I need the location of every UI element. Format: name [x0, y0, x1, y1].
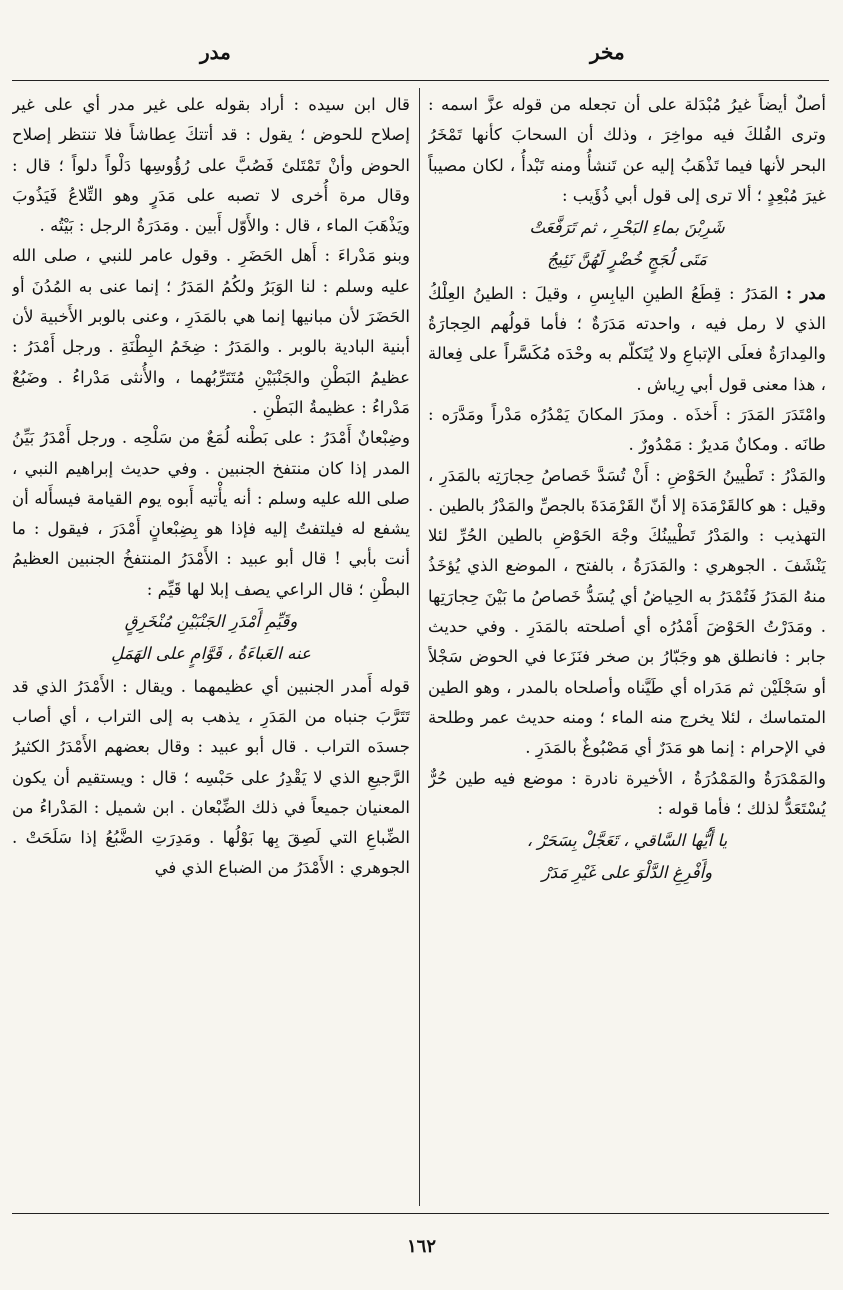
verse-line: يا أَيُّها السَّاقي ، تَعَجَّلْ بِسَحَرْ ،: [526, 831, 728, 851]
paragraph: وامْتَدَرَ المَدَرَ : أَخذَه . ومدَرَ المكانَ يَمْدُرُه مَدْراً ومَدَّرَه : طانَه . ومكانٌ مَديرٌ : مَمْدُورٌ .: [428, 404, 826, 455]
paragraph: أصلٌ أيضاً غيرُ مُبْدَلة على أن تجعله من قوله عزَّ اسمه : وترى الفُلكَ فيه مواخِرَ ، وذلك أن السحابَ كأنها تَمْخَرُ البحر لأنها فيما تَذْهَبُ إليه عن تَنشأُ ومنه تَبْدأُ ، لكان مصيباً غيرَ مُبْعِدٍ ؛ ألا ترى إلى قول أبي ذُؤَيب :: [428, 95, 826, 205]
verse-line: مَتَى لُجَجٍ خُضْرٍ لَهُنَّ نَئِيجُ: [547, 250, 707, 270]
paragraph: قوله أَمدر الجنبين أي عظيمهما . ويقال : الأَمْدَرُ الذي قد تَتَرَّبَ جنباه من المَدَرِ ، يذهب به إلى التراب ، أي أصاب جسدَه التراب . قال أبو عبيد : وقال بعضهم الأَمْدَرُ الكثيرُ الرَّجيعِ الذي لا يَقْدِرُ على حَبْسِه ؛ قال : ويستقيم أن يكون المعنيان جميعاً في ذلك الضِّبْعان . ابن شميل : المَدْراءُ من الضِّباعِ التي لَصِقَ بِها بَوْلُها . ومَدِرَتِ الضَّبُعُ إذا سَلَحَتْ . الجوهري : الأَمْدَرُ من الضباع الذي في: [12, 676, 410, 878]
header-word-right: مخر: [590, 40, 625, 64]
header-rule: [12, 80, 829, 81]
verse-line: عنه العَباءَةُ ، قَوَّامٍ على الهَمَلِ: [111, 644, 311, 664]
page-number: ١٦٢: [406, 1236, 436, 1257]
entry-paragraph: [428, 278, 826, 400]
header-word-left: مدر: [200, 40, 231, 64]
paragraph: قال ابن سيده : أراد بقوله على غير مدر أي على غير إصلاح للحوض ؛ يقول : قد أتتكَ عِطاشاً فلا تنتظر إصلاح الحوض وأنْ تَمْتَلئ فَصُبَّ على رُؤُوسِها دَلْواً دلواً ؛ قال : وقال مرة أُخرى لا تصبه على مَدَرٍ وهو التِّلاعُ فَيَذُوبَ ويَذْهَبَ الماء ، قال : والأَوّل أَبين . ومَدَرَةُ الرجل : بَيْتُه .: [12, 95, 410, 236]
paragraph: والمَمْدَرَةُ والمَمْدُرَةُ ، الأخيرة نادرة : موضع فيه طين حُرٌّ يُسْتَعَدُّ لذلك ؛ فأما قوله :: [428, 768, 826, 818]
paragraph: والمَدْرُ : تَطْيينُ الحَوْضِ : أَنْ تُسَدَّ خَصاصُ حِجارَتِه بالمَدَرِ ، وقيل : هو كالقَرْمَدَة إلا أنّ القَرْمَدَةَ بالجصِّ والمَدْرُ بالطين . التهذيب : والمَدْرُ تَطْيينُكَ وجْهَ الحَوْضِ بالطين الحُرِّ لئلا يَنْشَفَ . الجوهري : والمَدَرَةُ ، بالفتح ، الموضع الذي يُؤخَذُ منهُ المَدَرُ فَتُمْدَرُ به الحِياضُ أي يُسَدُّ خَصاصُ ما بَيْنَ حِجارَتِها . ومَدَرْتُ الحَوْضَ أَمْدُرُه أي أصلحته بالمَدَرِ . وفي حديث جابر : فانطلق هو وجَبّارُ بن صخر فنَزَعا في الحوض سَجْلاً أو سَجْلَيْن ثم مَدَراه أي طَيَّناه وأصلحاه بالمدر ، وهو الطين المتماسك ، لئلا يخرج منه الماء ؛ ومنه حديث عمر وطلحة في الإحرام : إنما هو مَدَرٌ أي مَصْبُوغٌ بالمَدَرِ .: [428, 465, 826, 758]
paragraph: وضِبْعانٌ أَمْدَرُ : على بَطْنه لُمَعٌ من سَلْحِه . ورجل أَمْدَرُ بَيِّنُ المدر إذا كان منتفخ الجنبين . وفي حديث إبراهيم النبي ، صلى الله عليه وسلم : أنه يأْتيه أَبوه يوم القيامة فيسأَله أن يشفع له فيلتفتُ إليه فإذا هو بِضِبْعانٍ أَمْدَرَ ، فيقول : ما أنت بأبي ! قال أبو عبيد : الأَمْدَرُ المنتفخُ الجنبين العظيمُ البطْنِ ؛ قال الراعي يصف إبلا لها قَيِّم :: [12, 428, 410, 599]
entry-text: المَدَرُ : قِطَعُ الطينِ اليابِسِ ، وقيلَ : الطينُ العِلْكُ الذي لا رمل فيه ، واحدته مَدَرَةٌ ؛ فأما قولُهم الحِجارَةُ والمِدارَةُ فعلَى الإتباعِ ولا يُتَكلّم به وحْدَه مُكَسَّراً على فِعالة ، هذا معنى قول أبي رِياش .: [428, 283, 826, 394]
verse-line: وأَفْرِغِ الدَّلْوَ على غَيْرِ مَدَرْ: [541, 863, 713, 883]
verse-line: وقَيِّمِ أَمْدَرِ الجَنْبَيْنِ مُنْخَرِقٍ: [124, 612, 298, 632]
footer-rule: [12, 1213, 829, 1214]
page-header: [0, 40, 843, 80]
left-column: [12, 90, 410, 1205]
paragraph: وبنو مَدْراءَ : أَهل الحَضَرِ . وقول عامر للنبي ، صلى الله عليه وسلم : لنا الوَبَرُ ولكُمُ المَدَرُ ؛ إنما عنى به المُدُنَ أو الحَضَرَ لأن مبانيها إنما هي بالمَدَرِ ، وعنى بالوبر الأَخبية لأن أبنية البادية بالوبر . والمَدَرُ : ضِخَمُ البِطْنَةِ . ورجل أَمْدَرُ : عظيمُ البَطْنِ والجَنْبَيْنِ مُتَتَرِّبُهما ، والأُنثى مَدْراءُ . وضَبُعٌ مَدْراءُ : عظيمةُ البَطْنِ .: [12, 246, 410, 417]
column-divider: [419, 88, 420, 1206]
verse-line: شَرِبْنَ بماءِ البَحْرِ ، ثم تَرَفَّعَتْ: [529, 218, 725, 238]
entry-headword: مدر :: [786, 282, 826, 303]
right-column: [428, 90, 826, 1205]
